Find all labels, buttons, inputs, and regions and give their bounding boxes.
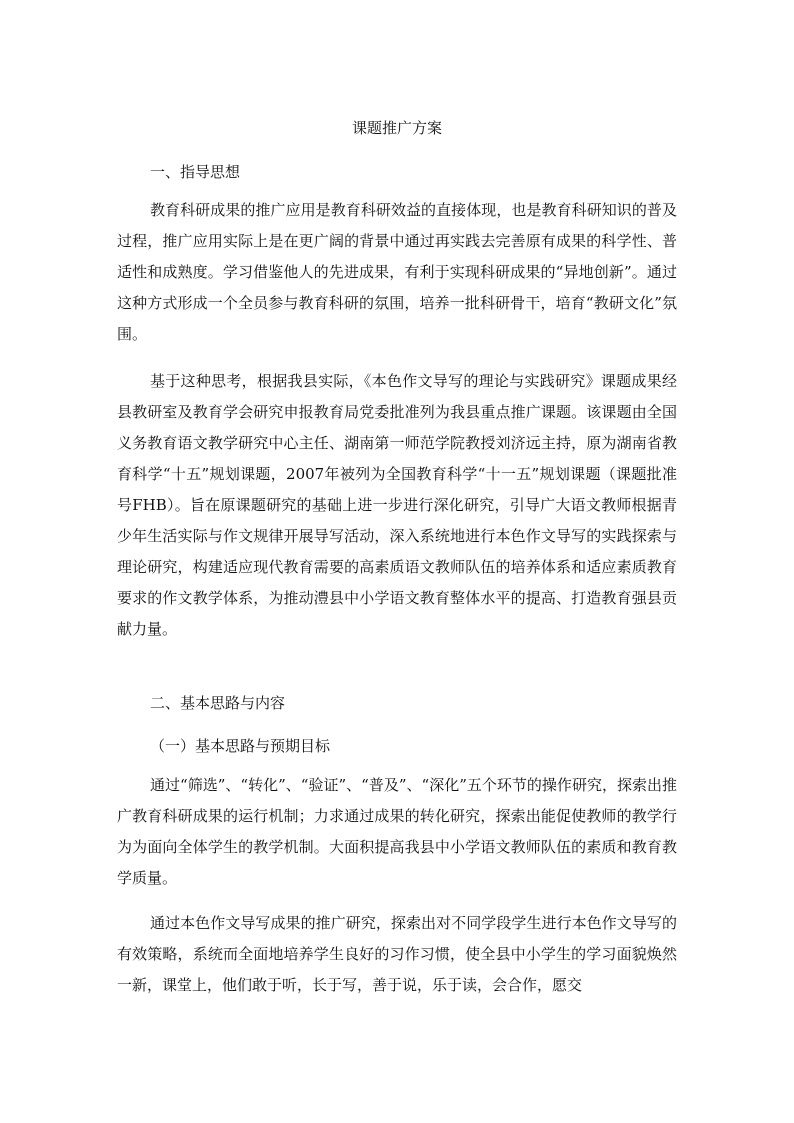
paragraph-writing-strategy: 通过本色作文导写成果的推广研究，探索出对不同学段学生进行本色作文导写的有效策略，系统而全面地培养学生良好的习作习惯，使全县中小学生的学习面貌焕然一新，课堂上，他们敢于听，长于写，善于说，乐于读，会合作，愿交 xyxy=(117,914,677,994)
section-heading-basic-approach: 二、基本思路与内容 xyxy=(150,694,286,712)
paragraph-research-promotion: 教育科研成果的推广应用是教育科研效益的直接体现，也是教育科研知识的普及过程，推广应用实际上是在更广阔的背景中通过再实践去完善原有成果的科学性、普适性和成熟度。学习借鉴他人的先进成果，有利于实现科研成果的“异地创新”。通过这种方式形成一个全员参与教育科研的氛围，培养一批科研骨干，培育“教研文化”氛围。 xyxy=(117,201,677,343)
paragraph-operating-mechanism: 通过“筛选”、“转化”、“验证”、“普及”、“深化”五个环节的操作研究，探索出推广教育科研成果的运行机制；力求通过成果的转化研究，探索出能促使教师的教学行为为面向全体学生的教学机制。大面积提高我县中小学语文教师队伍的素质和教育教学质量。 xyxy=(117,776,677,887)
subsection-heading-goals: （一）基本思路与预期目标 xyxy=(150,737,331,755)
document-title: 课题推广方案 xyxy=(351,119,442,137)
section-heading-guiding-thought: 一、指导思想 xyxy=(150,163,241,181)
paragraph-project-background: 基于这种思考，根据我县实际，《本色作文导写的理论与实践研究》课题成果经县教研室及教育学会研究申报教育局党委批准列为我县重点推广课题。该课题由全国义务教育语文教学研究中心主任、湖南第一师范学院教授刘济远主持，原为湖南省教育科学“十五”规划课题，2007年被列为全国教育科学“十一五”规划课题（课题批准号FHB）。旨在原课题研究的基础上进一步进行深化研究，引导广大语文教师根据青少年生活实际与作文规律开展导写活动，深入系统地进行本色作文导写的实践探索与理论研究，构建适应现代教育需要的高素质语文教师队伍的培养体系和适应素质教育要求的作文教学体系，为推动澧县中小学语文教育整体水平的提高、打造教育强县贡献力量。 xyxy=(117,372,677,638)
